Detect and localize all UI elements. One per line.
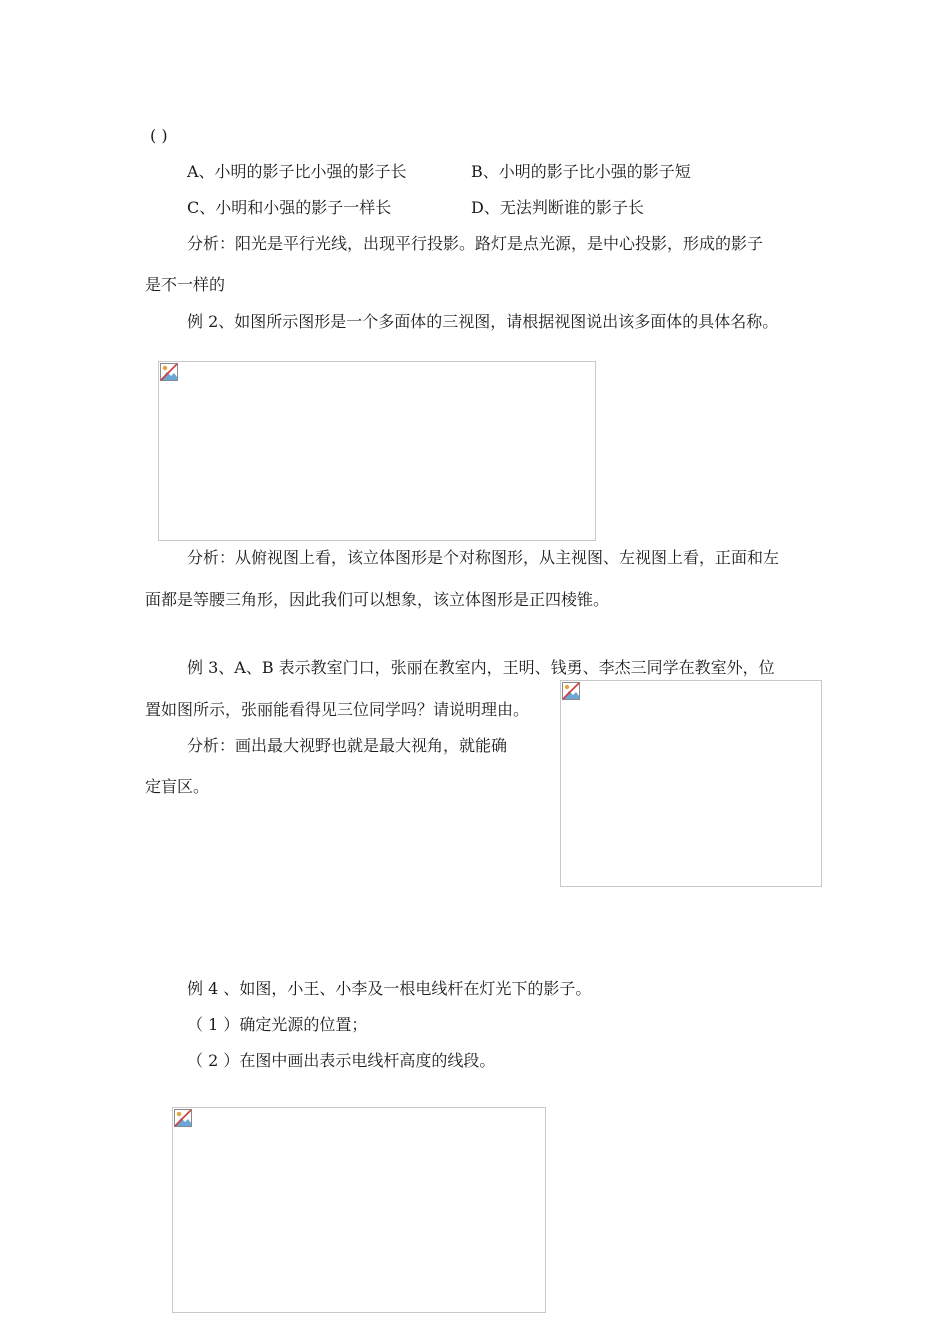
analysis-2-line-1: 分析：从俯视图上看，该立体图形是个对称图形，从主视图、左视图上看，正面和左	[187, 548, 780, 567]
example-3-question-line-1: 例 3、A、B 表示教室门口，张丽在教室内，王明、钱勇、李杰三同学在教室外，位	[187, 658, 775, 677]
example-4-question: 例 4 、如图，小王、小李及一根电线杆在灯光下的影子。	[187, 979, 592, 998]
three-view-figure	[158, 361, 596, 541]
shadow-figure	[172, 1107, 546, 1313]
option-a: A、小明的影子比小强的影子长	[187, 162, 407, 181]
analysis-1-line-2: 是不一样的	[145, 275, 226, 294]
classroom-figure	[560, 680, 822, 887]
broken-image-icon	[160, 363, 178, 381]
analysis-3-line-2: 定盲区。	[145, 777, 210, 796]
analysis-3-line-1: 分析：画出最大视野也就是最大视角，就能确	[187, 736, 508, 755]
option-b: B、小明的影子比小强的影子短	[471, 162, 691, 181]
example-4-part-2: （ 2 ）在图中画出表示电线杆高度的线段。	[187, 1051, 496, 1070]
example-3-question-line-2: 置如图所示，张丽能看得见三位同学吗？请说明理由。	[145, 700, 530, 719]
broken-image-icon	[174, 1109, 192, 1127]
example-2-question: 例 2、如图所示图形是一个多面体的三视图，请根据视图说出该多面体的具体名称。	[187, 312, 779, 331]
example-4-part-1: （ 1 ）确定光源的位置；	[187, 1015, 368, 1034]
analysis-1-line-1: 分析：阳光是平行光线，出现平行投影。路灯是点光源，是中心投影，形成的影子	[187, 234, 764, 253]
answer-bracket: ( )	[150, 126, 168, 145]
analysis-2-line-2: 面都是等腰三角形，因此我们可以想象，该立体图形是正四棱锥。	[145, 590, 610, 609]
option-c: C、小明和小强的影子一样长	[187, 198, 392, 217]
option-d: D、无法判断谁的影子长	[471, 198, 644, 217]
broken-image-icon	[562, 682, 580, 700]
